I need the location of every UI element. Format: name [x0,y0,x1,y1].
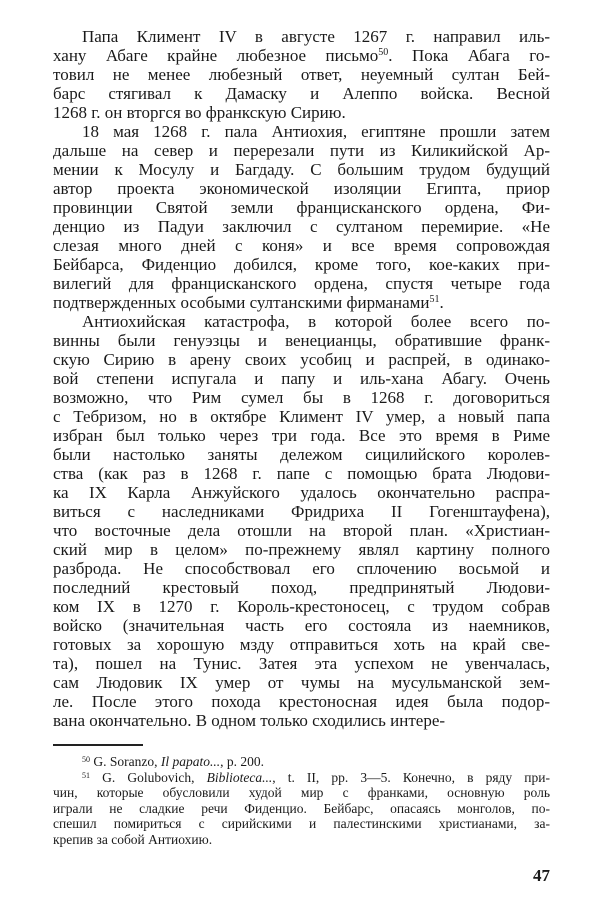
text-segment: та), пошел на Тунис. Затея эта успехом не увенчалась, [53,654,550,673]
text-segment: готовых за хорошую мзду отправиться хоть на край све- [53,635,550,654]
text-line [53,673,550,692]
text-line [53,293,550,312]
text-line [53,46,550,65]
page-number: 47 [533,866,550,885]
text-line [53,445,550,464]
text-segment: играли не сладкие речи Фиденцио. Бейбарс, опасаясь монголов, по- [53,800,550,816]
text-segment: чин, которые обусловили худой мир с франками, основную роль [53,785,550,801]
text-segment: слезая много дней с коня» и все время сопровождая [53,236,550,255]
text-line [53,236,550,255]
text-line [53,65,550,84]
text-segment: , p. 200. [220,754,264,769]
text-line [53,388,550,407]
text-segment: крепив за собой Антиохию. [53,831,213,847]
text-line [53,502,550,521]
footnote-line [53,754,550,770]
paragraph [53,27,550,122]
text-line [53,616,550,635]
text-segment: G. Soranzo, [90,754,161,769]
text-segment: Папа Климент IV в августе 1267 г. направил иль- [82,27,550,46]
text-line [53,654,550,673]
text-line [53,521,550,540]
text-segment: провинции Святой земли францисканского ордена, Фи- [53,198,550,217]
text-segment: вилегий для францисканского ордена, спустя четыре года [53,274,550,293]
text-segment: , t. II, pp. 3—5. Конечно, в ряду при- [272,769,550,785]
text-segment: ка IX Карла Анжуйского удалось окончательно распра- [53,483,550,502]
paragraph [53,122,550,312]
text-line [53,464,550,483]
text-line [53,255,550,274]
text-line [53,84,550,103]
footnote [53,770,550,848]
text-segment: хану Абаге крайне любезное письмо [53,46,379,65]
footnote-line [53,770,550,786]
text-segment: винны были генуэзцы и венецианцы, обратившие франк- [53,331,550,350]
text-line [53,179,550,198]
text-segment: . [439,293,444,312]
text-segment: спешил помириться с сирийскими и палестинскими христианами, за- [53,816,550,832]
text-segment: Бейбарса, Фиденцио добился, кроме того, кое-каких при- [53,255,550,274]
text-segment: ства (как раз в 1268 г. папе с помощью брата Людови- [53,464,550,483]
footnote-line [53,801,550,817]
text-line [53,407,550,426]
text-segment: 18 мая 1268 г. пала Антиохия, египтяне прошли затем [82,122,550,141]
footnote-reference: 50 [378,47,389,58]
text-segment: были настолько заняты дележом сицилийского королев- [53,445,550,464]
text-line [53,122,550,141]
text-segment: денцио из Падуи заключил с султаном перемирие. «Не [53,217,550,236]
text-segment: разброда. Не способствовал его сплочению восьмой и [53,559,550,578]
text-segment: войско (значительная часть его состояла из наемников, [53,616,550,635]
text-segment: вана окончательно. В одном только сходились интере- [53,711,446,730]
italic-title: Il papato... [160,754,221,769]
text-line [53,426,550,445]
italic-title: Biblioteca... [206,769,273,785]
paragraph [53,312,550,730]
text-line [53,578,550,597]
text-line [53,559,550,578]
footnotes [53,754,550,848]
text-segment: сам Людовик IX умер от чумы на мусульманской зем- [53,673,550,692]
text-segment: ский мир в целом» по-прежнему являл картину полного [53,540,550,559]
text-line [53,312,550,331]
text-line [53,103,550,122]
footnote-reference: 51 [82,770,90,780]
text-line [53,160,550,179]
main-text [53,27,550,730]
text-segment: Антиохийская катастрофа, в которой более всего по- [82,312,550,331]
text-segment: . Пока Абага го- [388,46,550,65]
text-segment: автор проекта экономической изоляции Египта, приор [53,179,550,198]
text-line [53,483,550,502]
footnote-line [53,785,550,801]
text-segment: с Тебризом, но в октябре Климент IV умер, а новый папа [53,407,550,426]
text-segment: подтвержденных особыми султанскими фирманами [53,293,430,312]
text-segment: товил не менее любезный ответ, неуемный султан Бей- [53,65,550,84]
text-line [53,711,550,730]
text-segment: избран был только через три года. Все это время в Риме [53,426,550,445]
footnote-line [53,832,550,848]
text-segment: вой степени испугала и папу и иль-хана Абагу. Очень [53,369,550,388]
text-line [53,141,550,160]
text-line [53,27,550,46]
text-line [53,350,550,369]
text-line [53,369,550,388]
text-segment: возможно, что Рим сумел бы в 1268 г. договориться [53,388,550,407]
text-segment: ком IX в 1270 г. Король-крестоносец, с трудом собрав [53,597,550,616]
footnote [53,754,550,770]
text-line [53,635,550,654]
text-line [53,217,550,236]
text-line [53,331,550,350]
text-line [53,692,550,711]
text-segment: что восточные дела отошли на второй план. «Христиан- [53,521,550,540]
footnote-line [53,816,550,832]
footnote-divider [53,744,143,746]
text-segment: виться с наследниками Фридриха II Гогенштауфена), [53,502,550,521]
text-segment: барс стягивал к Дамаску и Алеппо войска. Весной [53,84,550,103]
text-line [53,540,550,559]
text-segment: мении к Мосулу и Багдаду. С большим трудом будущий [53,160,550,179]
footnote-reference: 51 [429,294,440,305]
text-line [53,274,550,293]
text-line [53,597,550,616]
footnote-reference: 50 [82,755,90,764]
text-segment: G. Golubovich, [90,769,207,785]
text-segment: 1268 г. он вторгся во франкскую Сирию. [53,103,346,122]
text-segment: последний крестовый поход, предпринятый Людови- [53,578,550,597]
text-segment: дальше на север и перерезали пути из Киликийской Ар- [53,141,550,160]
text-segment: ле. После этого похода крестоносная идея была подор- [53,692,550,711]
text-segment: скую Сирию в арену своих усобиц и распрей, в одинако- [53,350,550,369]
text-line [53,198,550,217]
